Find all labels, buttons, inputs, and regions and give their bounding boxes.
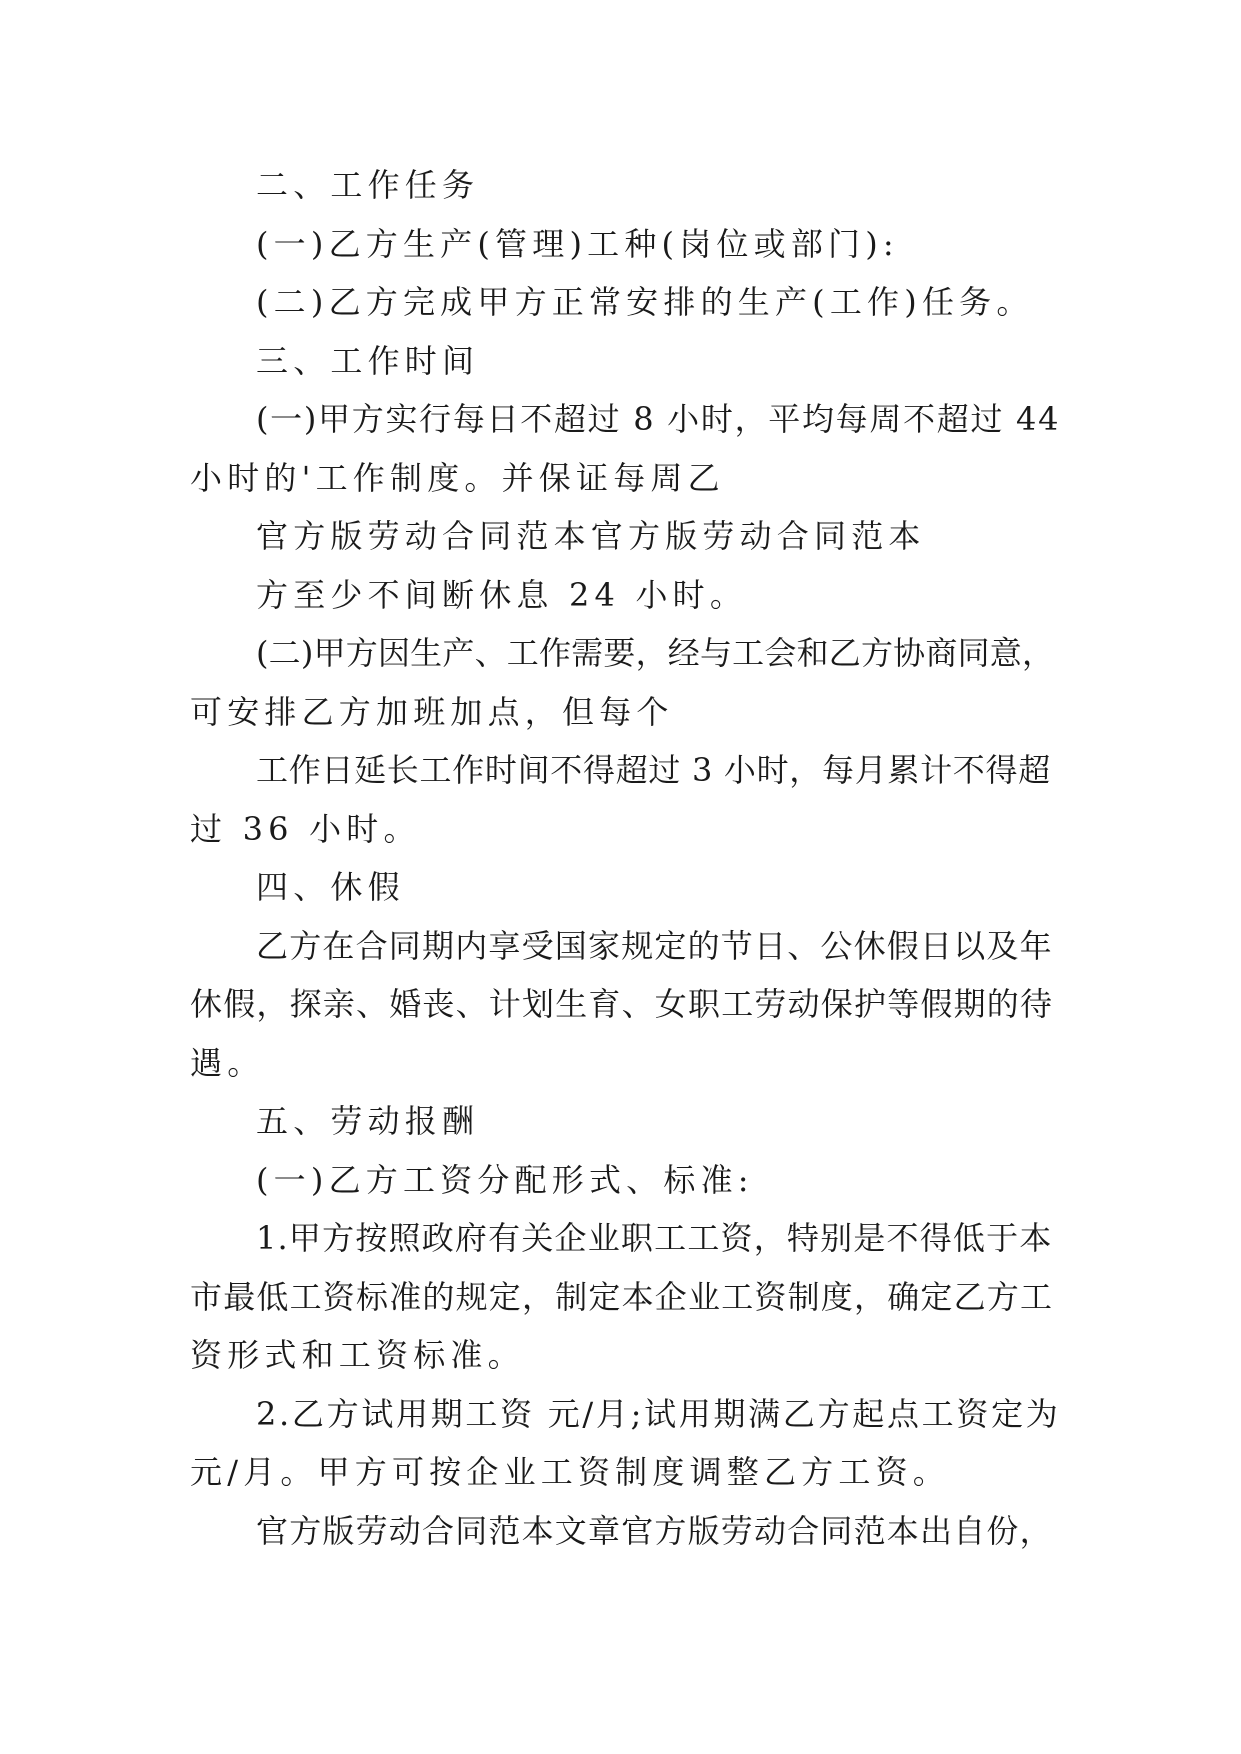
paragraph-line: (一)甲方实行每日不超过 8 小时，平均每周不超过 44 — [256, 400, 1061, 438]
paragraph-line: 休假，探亲、婚丧、计划生育、女职工劳动保护等假期的待 — [190, 985, 1054, 1023]
paragraph-line: 1.甲方按照政府有关企业职工工资，特别是不得低于本 — [256, 1219, 1053, 1257]
paragraph-line: (一)乙方工资分配形式、标准: — [256, 1160, 754, 1199]
paragraph-line: 乙方在合同期内享受国家规定的节日、公休假日以及年 — [256, 926, 1053, 965]
section-heading: 三、工作时间 — [256, 341, 480, 380]
paragraph-line: (二)甲方因生产、工作需要，经与工会和乙方协商同意， — [256, 634, 1055, 672]
paragraph-line: 元/月。甲方可按企业工资制度调整乙方工资。 — [190, 1453, 950, 1491]
paragraph-line: (二)乙方完成甲方正常安排的生产(工作)任务。 — [256, 283, 1034, 321]
document-body — [190, 156, 1060, 1560]
paragraph-line: 资形式和工资标准。 — [190, 1336, 525, 1374]
paragraph-line: 官方版劳动合同范本文章官方版劳动合同范本出自份， — [256, 1511, 1053, 1550]
paragraph-line: (一)乙方生产(管理)工种(岗位或部门): — [256, 224, 899, 263]
paragraph-line: 官方版劳动合同范本官方版劳动合同范本 — [256, 517, 926, 555]
section-heading: 五、劳动报酬 — [256, 1102, 480, 1140]
paragraph-line: 2.乙方试用期工资 元/月;试用期满乙方起点工资定为 — [256, 1394, 1061, 1433]
paragraph-line: 可安排乙方加班加点，但每个 — [190, 692, 674, 731]
paragraph-line: 遇。 — [190, 1043, 265, 1082]
section-heading: 二、工作任务 — [256, 166, 480, 204]
paragraph-line: 小时的'工作制度。并保证每周乙 — [190, 458, 725, 497]
section-heading: 四、休假 — [256, 868, 405, 906]
paragraph-line: 工作日延长工作时间不得超过 3 小时，每月累计不得超 — [256, 751, 1051, 789]
paragraph-line: 过 36 小时。 — [190, 809, 421, 848]
paragraph-line: 方至少不间断休息 24 小时。 — [256, 575, 748, 614]
paragraph-line: 市最低工资标准的规定，制定本企业工资制度，确定乙方工 — [190, 1277, 1054, 1316]
